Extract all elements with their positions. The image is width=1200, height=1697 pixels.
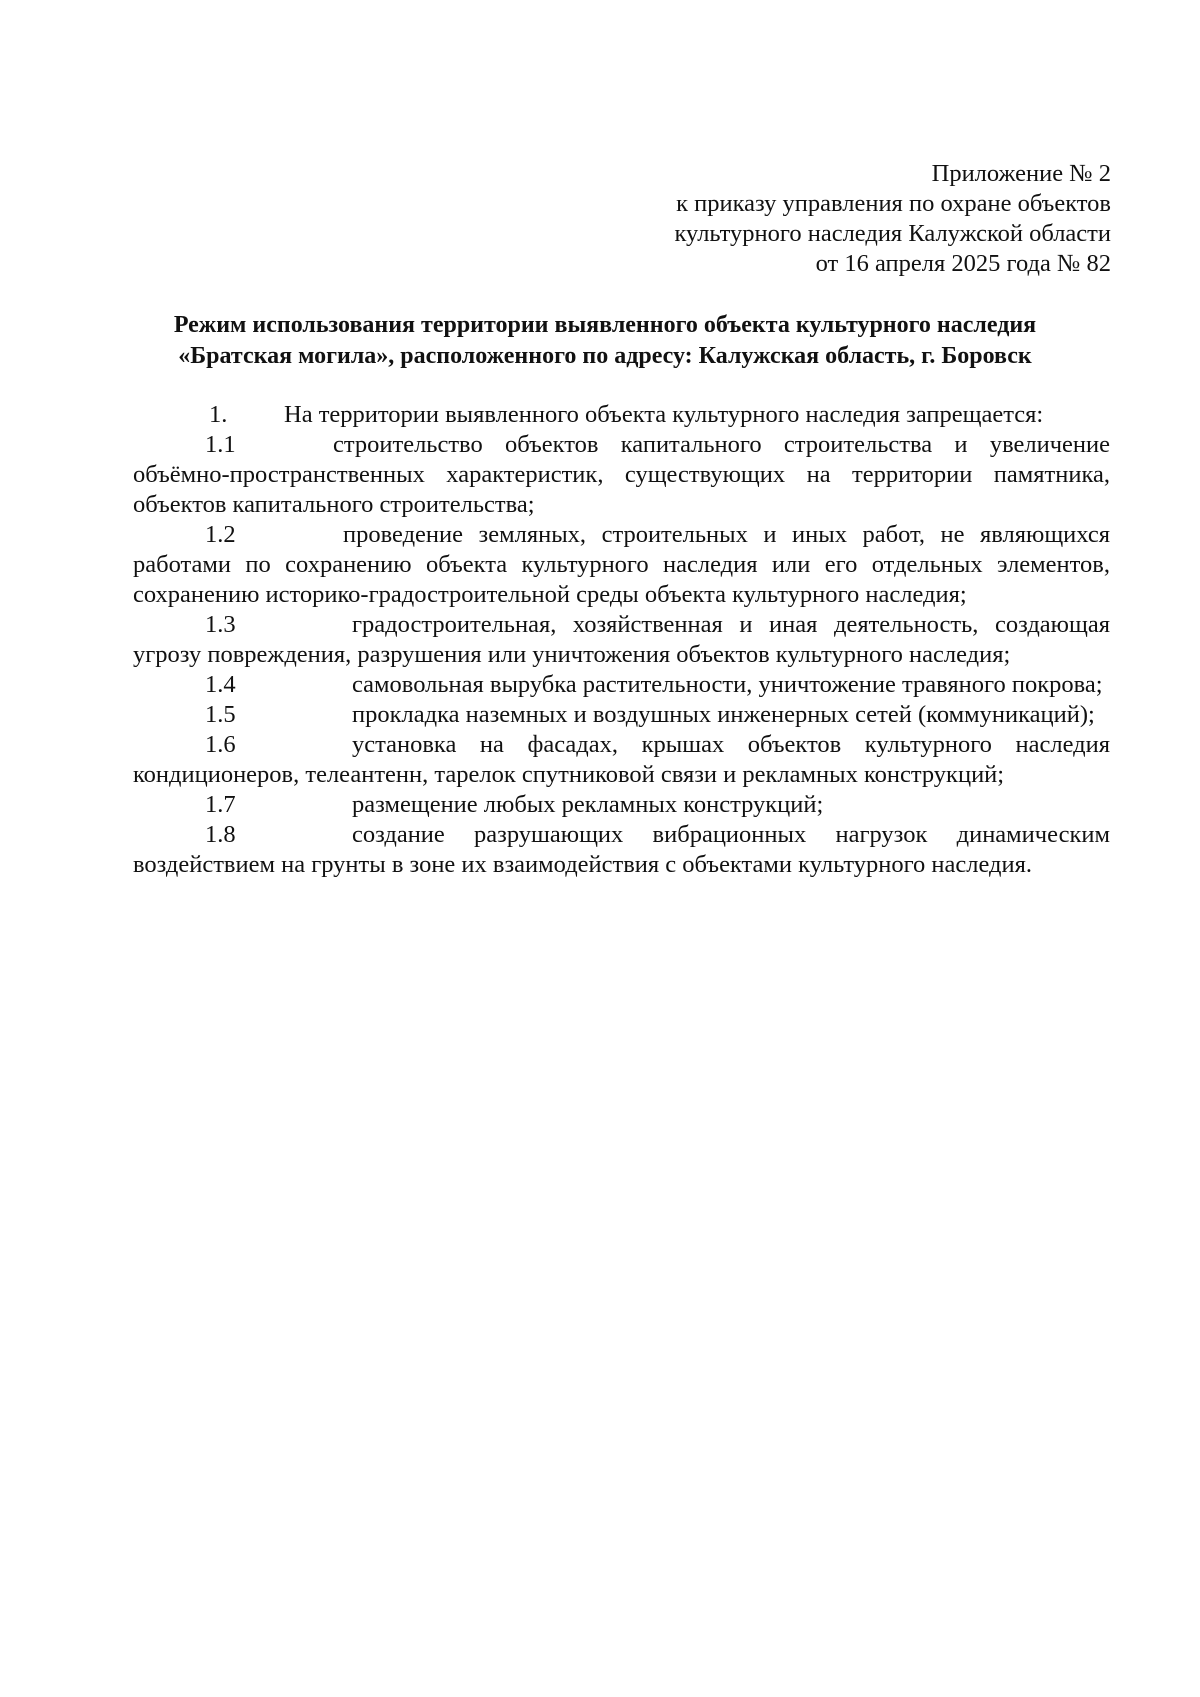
- list-item: [133, 730, 1110, 790]
- document-title: [120, 310, 1090, 372]
- appendix-line: культурного наследия Калужской области: [674, 220, 1111, 247]
- list-item: [133, 700, 1110, 730]
- appendix-line: к приказу управления по охране объектов: [676, 190, 1111, 217]
- item-number: 1.2: [205, 521, 236, 548]
- appendix-header: [674, 159, 1111, 279]
- list-item: [133, 670, 1110, 700]
- item-number: 1.1: [205, 431, 236, 458]
- list-item: [133, 610, 1110, 670]
- section-number: 1.: [209, 401, 228, 428]
- appendix-line: от 16 апреля 2025 года № 82: [815, 250, 1111, 277]
- item-number: 1.8: [205, 821, 236, 848]
- item-text: размещение любых рекламных конструкций;: [352, 791, 824, 818]
- item-number: 1.3: [205, 611, 236, 638]
- item-text: установка на фасадах, крышах объектов культурного наследия кондиционеров, телеантенн, тарелок спутниковой связи и рекламных конструкций;: [133, 731, 1110, 788]
- item-text: создание разрушающих вибрационных нагрузок динамическим воздействием на грунты в зоне их взаимодействия с объектами культурного наследия.: [133, 821, 1110, 878]
- item-number: 1.7: [205, 791, 236, 818]
- list-item: [133, 430, 1110, 520]
- title-line: «Братская могила», расположенного по адресу: Калужская область, г. Боровск: [178, 343, 1032, 369]
- item-number: 1.6: [205, 731, 236, 758]
- appendix-line: Приложение № 2: [931, 160, 1111, 187]
- item-text: строительство объектов капитального строительства и увеличение объёмно-пространственных характеристик, существующих на территории памятника, объектов капитального строительства;: [133, 431, 1110, 518]
- item-text: прокладка наземных и воздушных инженерных сетей (коммуникаций);: [352, 701, 1095, 728]
- list-item: [133, 820, 1110, 880]
- item-number: 1.5: [205, 701, 236, 728]
- list-item: [133, 790, 1110, 820]
- item-number: 1.4: [205, 671, 236, 698]
- item-text: проведение земляных, строительных и иных работ, не являющихся работами по сохранению объекта культурного наследия или его отдельных элементов, сохранению историко-градостроительной среды объекта культурного наследия;: [133, 521, 1110, 608]
- list-item: [133, 520, 1110, 610]
- section-paragraph: [133, 400, 1110, 430]
- document-body: [133, 400, 1110, 880]
- item-text: самовольная вырубка растительности, уничтожение травяного покрова;: [352, 671, 1103, 698]
- title-line: Режим использования территории выявленного объекта культурного наследия: [173, 312, 1037, 338]
- section-text: На территории выявленного объекта культурного наследия запрещается:: [284, 401, 1044, 428]
- item-text: градостроительная, хозяйственная и иная деятельность, создающая угрозу повреждения, разрушения или уничтожения объектов культурного наследия;: [133, 611, 1110, 668]
